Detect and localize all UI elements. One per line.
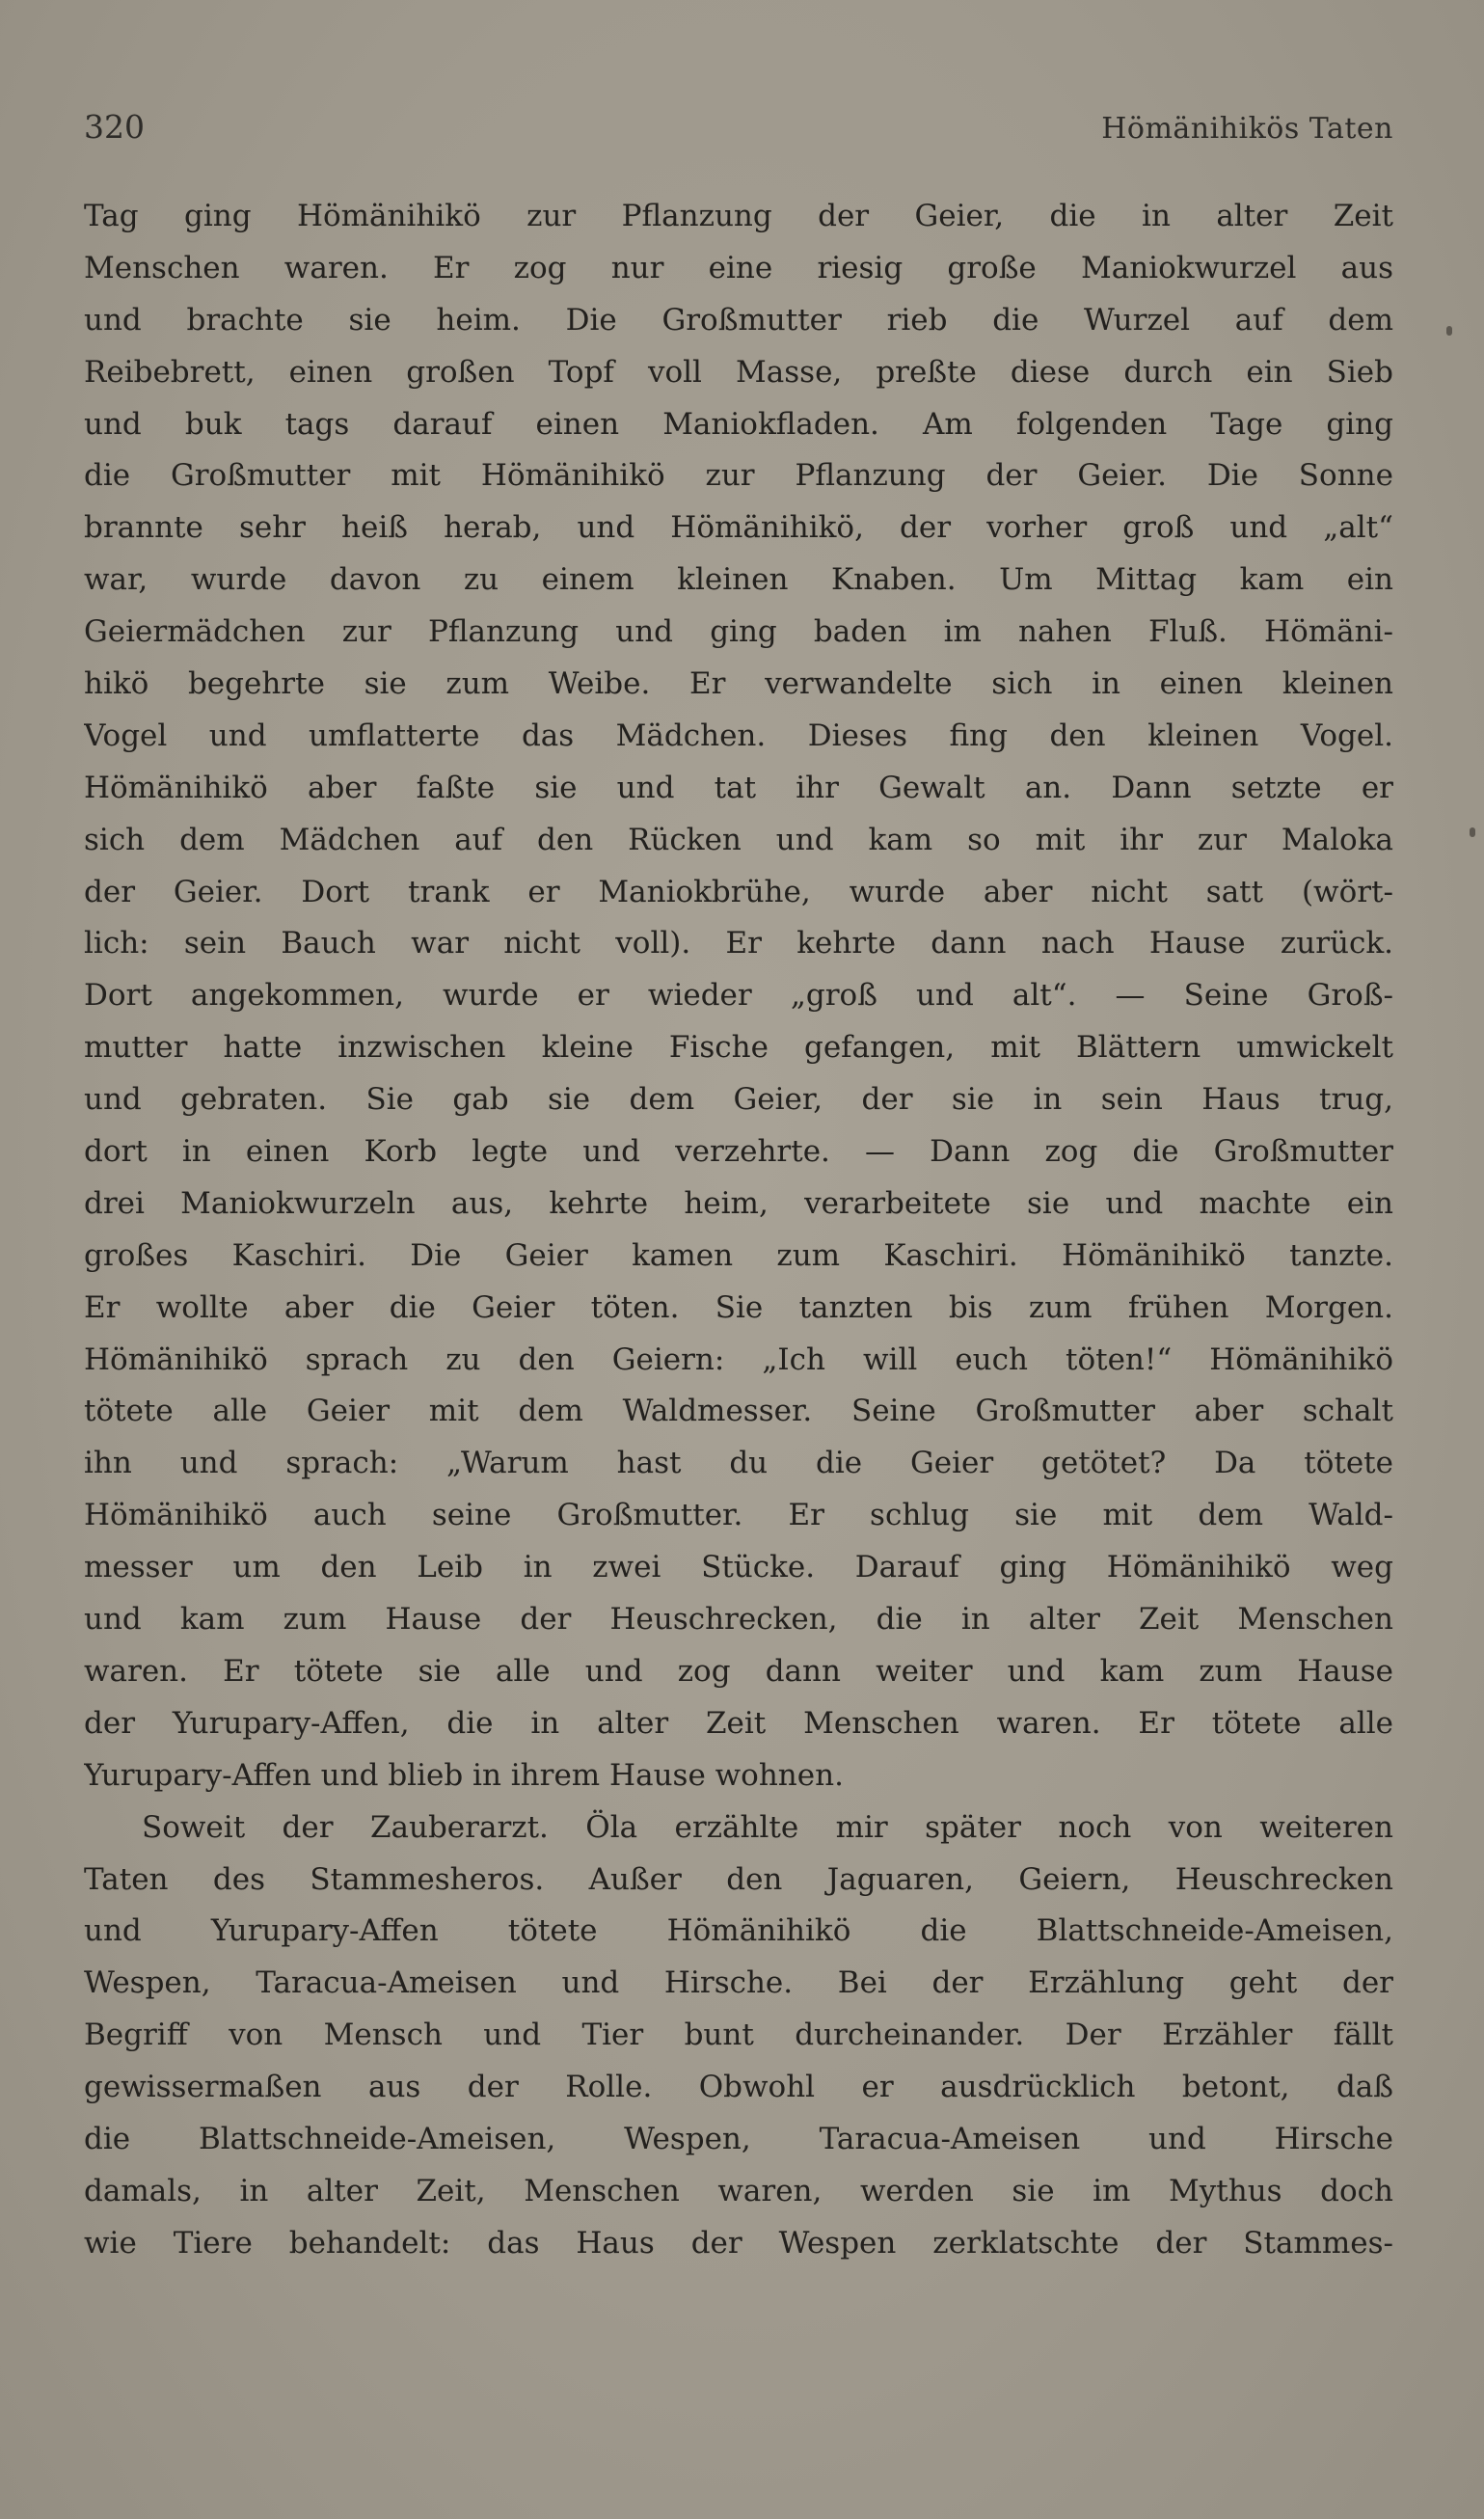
text-line: großes Kaschiri. Die Geier kamen zum Kaschiri. Hömänihikö tanzte. xyxy=(84,1237,1393,1273)
text-line: Hömänihikö sprach zu den Geiern: „Ich will euch töten!“ Hömänihikö xyxy=(84,1341,1393,1377)
text-line: wie Tiere behandelt: das Haus der Wespen zerklatschte der Stammes- xyxy=(84,2225,1393,2261)
text-line: Soweit der Zauberarzt. Öla erzählte mir später noch von weiteren xyxy=(142,1809,1393,1845)
text-line: damals, in alter Zeit, Menschen waren, werden sie im Mythus doch xyxy=(84,2173,1393,2208)
text-line: Yurupary-Affen und blieb in ihrem Hause wohnen. xyxy=(84,1757,844,1793)
text-line: tötete alle Geier mit dem Waldmesser. Seine Großmutter aber schalt xyxy=(84,1394,1393,1429)
text-line: Hömänihikö aber faßte sie und tat ihr Gewalt an. Dann setzte er xyxy=(84,770,1393,805)
text-line: Menschen waren. Er zog nur eine riesig große Maniokwurzel aus xyxy=(84,250,1393,285)
running-head: Hömänihikös Taten xyxy=(1101,112,1393,146)
page-header xyxy=(84,108,1393,156)
text-line: die Blattschneide-Ameisen, Wespen, Taracua-Ameisen und Hirsche xyxy=(84,2121,1393,2156)
text-line: waren. Er tötete sie alle und zog dann weiter und kam zum Hause xyxy=(84,1653,1393,1689)
text-line: Reibebrett, einen großen Topf voll Masse, preßte diese durch ein Sieb xyxy=(84,354,1393,390)
text-line: Begriff von Mensch und Tier bunt durcheinander. Der Erzähler fällt xyxy=(84,2018,1393,2053)
text-line: der Geier. Dort trank er Maniokbrühe, wurde aber nicht satt (wört- xyxy=(84,874,1393,909)
text-line: Er wollte aber die Geier töten. Sie tanzten bis zum frühen Morgen. xyxy=(84,1289,1393,1325)
text-line: Tag ging Hömänihikö zur Pflanzung der Geier, die in alter Zeit xyxy=(84,199,1393,233)
margin-speck-mark xyxy=(1470,827,1475,837)
paragraph-1 xyxy=(84,191,1393,1802)
text-line: und Yurupary-Affen tötete Hömänihikö die Blattschneide-Ameisen, xyxy=(84,1913,1393,1949)
text-line: der Yurupary-Affen, die in alter Zeit Menschen waren. Er tötete alle xyxy=(84,1705,1393,1741)
text-line: und kam zum Hause der Heuschrecken, die in alter Zeit Menschen xyxy=(84,1602,1393,1638)
text-line: drei Maniokwurzeln aus, kehrte heim, verarbeitete sie und machte ein xyxy=(84,1185,1393,1221)
text-line: hikö begehrte sie zum Weibe. Er verwandelte sich in einen kleinen xyxy=(84,666,1393,702)
text-line: dort in einen Korb legte und verzehrte. — Dann zog die Großmutter xyxy=(84,1134,1393,1170)
body-text xyxy=(84,191,1393,2270)
text-line: messer um den Leib in zwei Stücke. Darauf ging Hömänihikö weg xyxy=(84,1550,1393,1585)
text-line: gewissermaßen aus der Rolle. Obwohl er ausdrücklich betont, daß xyxy=(84,2070,1393,2105)
text-line: Hömänihikö auch seine Großmutter. Er schlug sie mit dem Wald- xyxy=(84,1498,1393,1533)
text-line: und gebraten. Sie gab sie dem Geier, der sie in sein Haus trug, xyxy=(84,1082,1393,1118)
text-line: brannte sehr heiß herab, und Hömänihikö, der vorher groß und „alt“ xyxy=(84,510,1393,546)
margin-speck-mark xyxy=(1446,326,1452,336)
text-line: und buk tags darauf einen Maniokfladen. Am folgenden Tage ging xyxy=(84,406,1393,442)
text-line: mutter hatte inzwischen kleine Fische gefangen, mit Blättern umwickelt xyxy=(84,1030,1393,1066)
text-line: die Großmutter mit Hömänihikö zur Pflanzung der Geier. Die Sonne xyxy=(84,458,1393,494)
text-line: Wespen, Taracua-Ameisen und Hirsche. Bei der Erzählung geht der xyxy=(84,1965,1393,2001)
text-line: ihn und sprach: „Warum hast du die Geier getötet? Da tötete xyxy=(84,1446,1393,1481)
text-line: Taten des Stammesheros. Außer den Jaguaren, Geiern, Heuschrecken xyxy=(84,1861,1393,1897)
text-line: Vogel und umflatterte das Mädchen. Dieses fing den kleinen Vogel. xyxy=(84,718,1393,753)
text-line: lich: sein Bauch war nicht voll). Er kehrte dann nach Hause zurück. xyxy=(84,926,1393,962)
paragraph-2 xyxy=(84,1802,1393,2270)
text-line: Geiermädchen zur Pflanzung und ging baden im nahen Fluß. Hömäni- xyxy=(84,614,1393,650)
page-number: 320 xyxy=(84,108,145,146)
text-line: war, wurde davon zu einem kleinen Knaben. Um Mittag kam ein xyxy=(84,562,1393,598)
text-line: und brachte sie heim. Die Großmutter rieb die Wurzel auf dem xyxy=(84,302,1393,338)
text-line: sich dem Mädchen auf den Rücken und kam so mit ihr zur Maloka xyxy=(84,822,1393,857)
text-line: Dort angekommen, wurde er wieder „groß und alt“. — Seine Groß- xyxy=(84,978,1393,1014)
